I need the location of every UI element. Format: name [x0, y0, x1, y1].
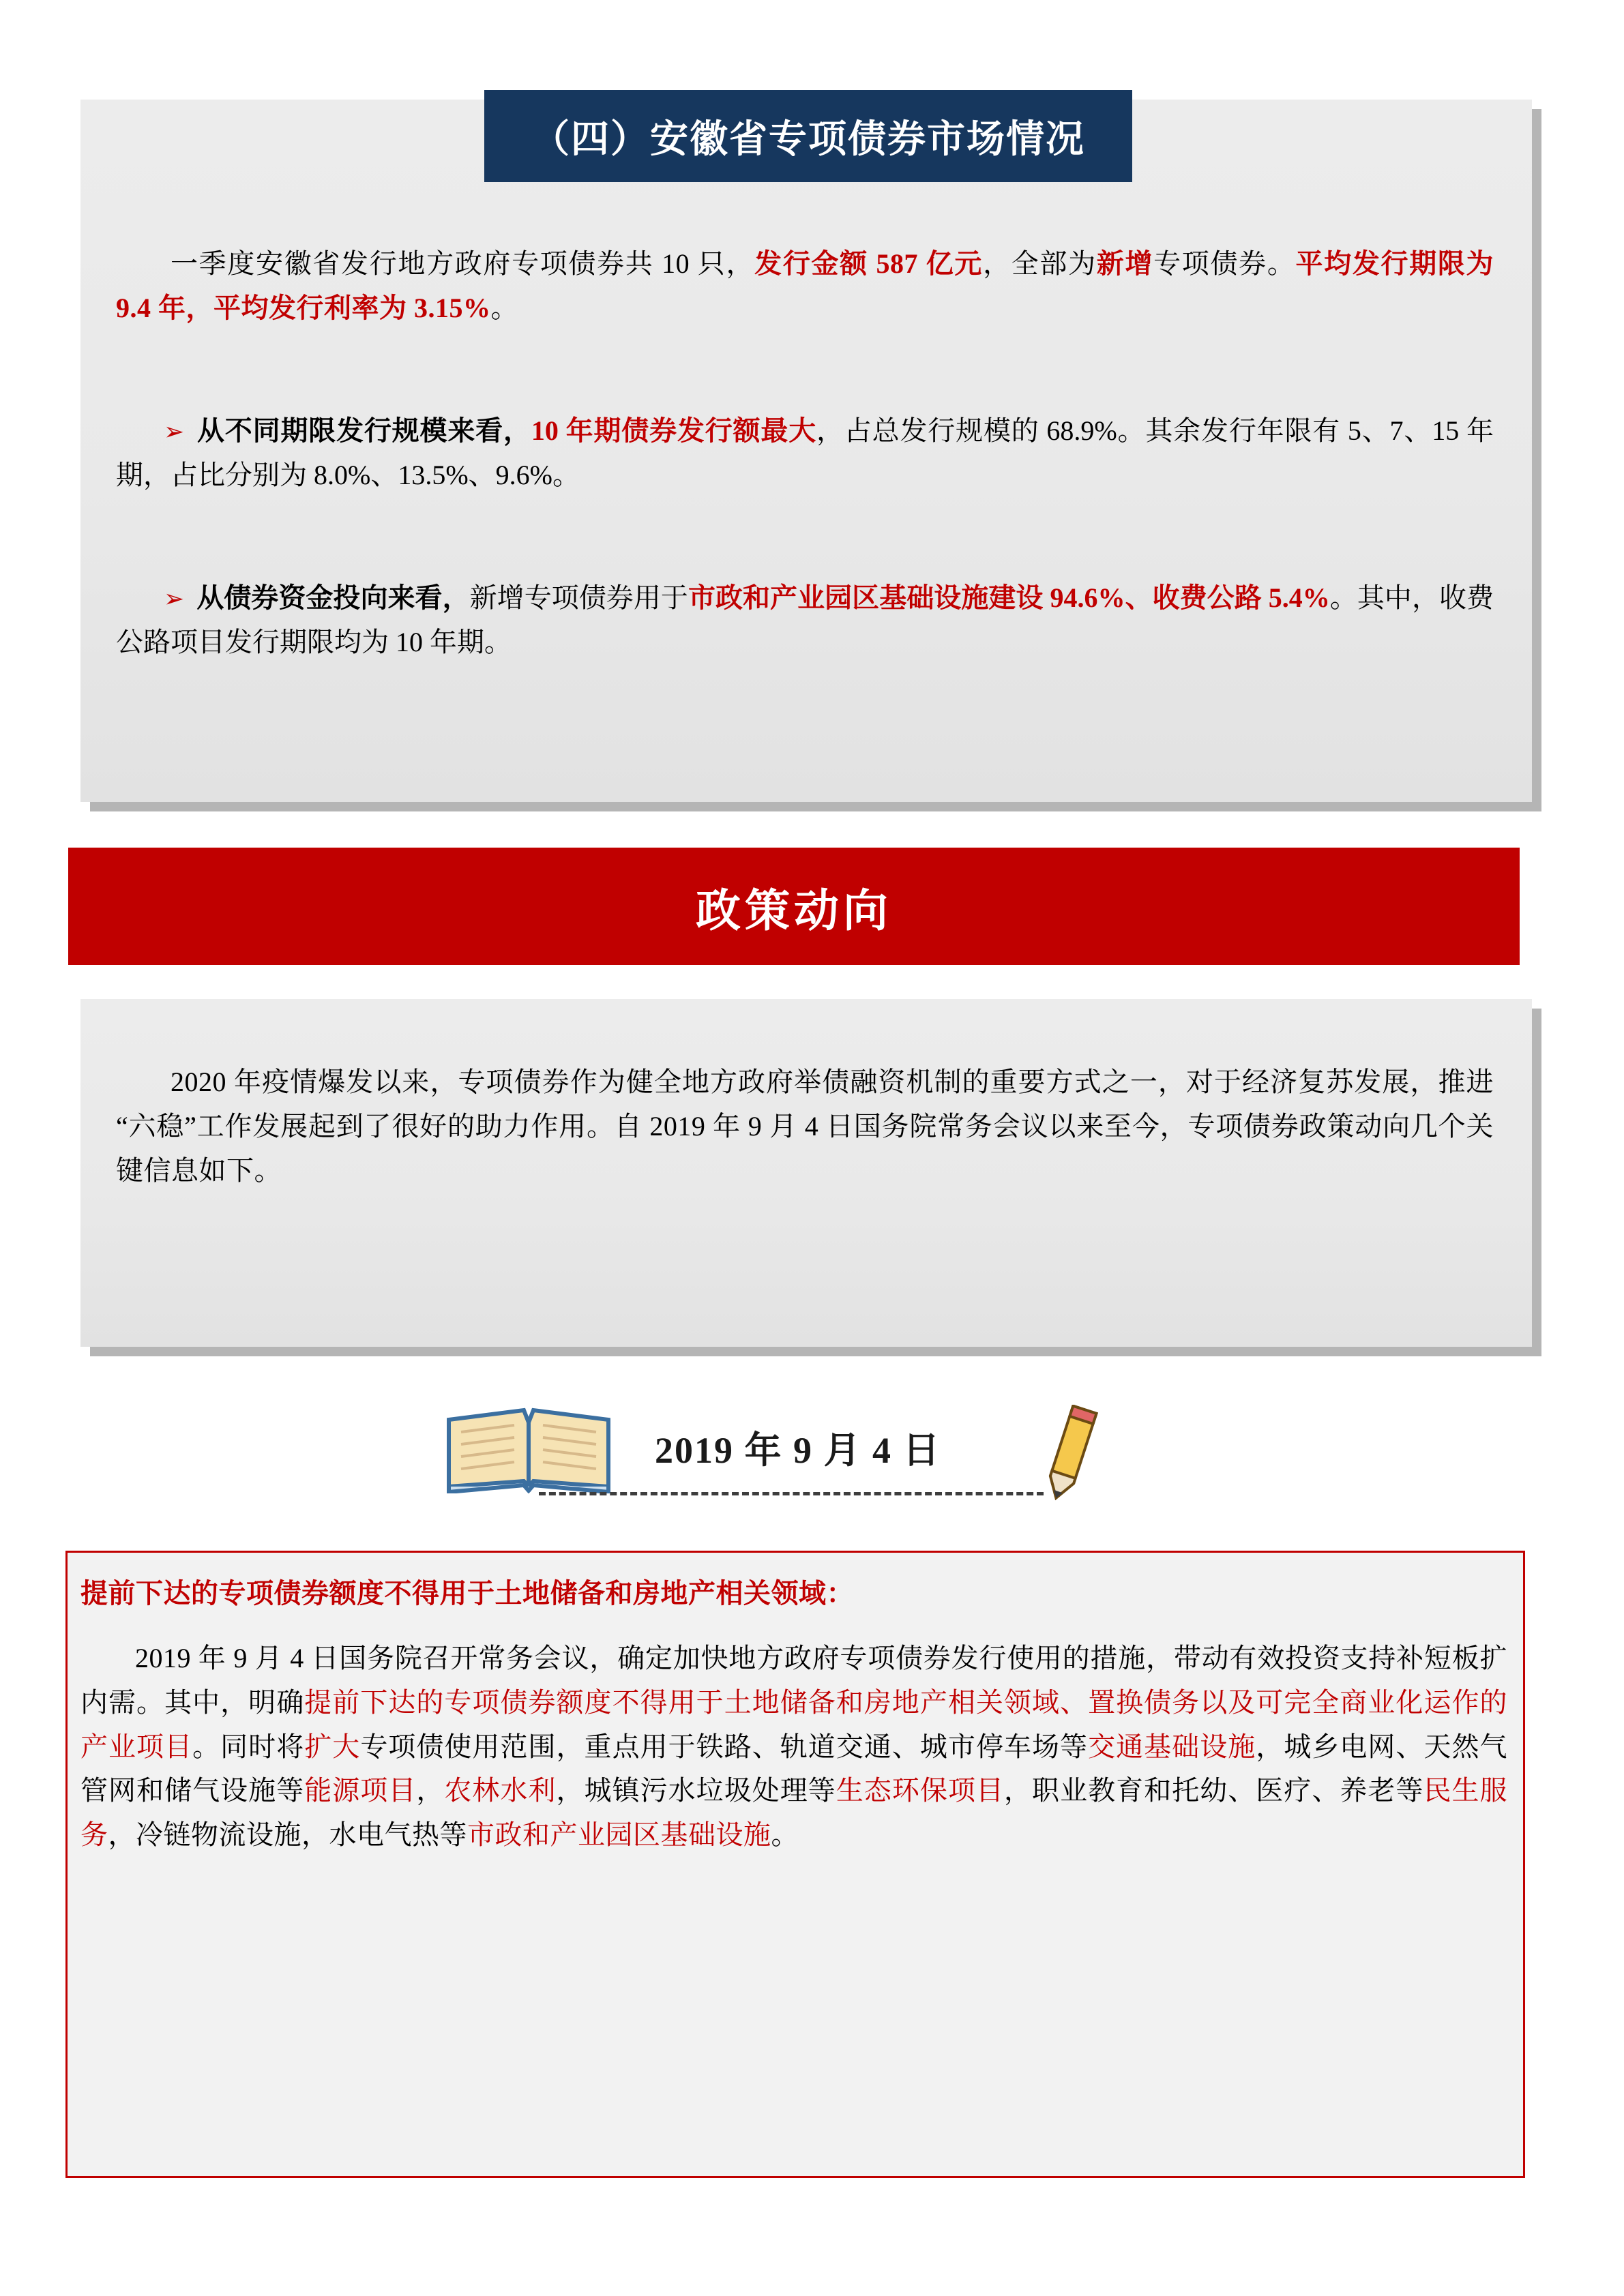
- p3-seg11: ，城镇污水垃圾处理等: [556, 1775, 836, 1806]
- policy-detail-title: 提前下达的专项债券额度不得用于土地储备和房地产相关领域：: [80, 1578, 854, 1609]
- divider-date-label: 2019 年 9 月 4 日: [655, 1430, 941, 1471]
- section-one-bullet-1: [116, 409, 1494, 498]
- b2-seg4: 。其中，收费公路项目发行期限均为 10 年期。: [116, 582, 1494, 657]
- p1-seg4: 新增: [1096, 248, 1154, 279]
- p3-seg14: 民生服务: [80, 1775, 1508, 1851]
- policy-banner: 政策动向: [68, 848, 1520, 965]
- p1-seg5: 专项债券。: [1153, 248, 1296, 279]
- p3-seg4: 扩大: [304, 1731, 361, 1762]
- p1-seg7: 。: [490, 292, 518, 323]
- p1-seg1: 一季度安徽省发行地方政府专项债券共 10 只，: [171, 248, 755, 279]
- section-one-bullet-2: [116, 576, 1494, 665]
- p3-seg7: ，城乡电网、天然气管网和储气设施等: [80, 1731, 1508, 1806]
- bullet-arrow-icon: ➢: [164, 585, 185, 612]
- p3-seg6: 交通基础设施: [1088, 1731, 1256, 1762]
- p3-seg16: 市政和产业园区基础设施: [467, 1819, 771, 1851]
- policy-detail-paragraph: [80, 1637, 1507, 1858]
- p1-seg6: 平均发行期限为 9.4 年，平均发行利率为 3.15%: [116, 248, 1494, 323]
- p1-seg2: 发行金额 587 亿元: [754, 248, 984, 279]
- p3-seg3: 。同时将: [192, 1731, 305, 1762]
- b1-seg2: 10 年期债券发行额最大: [531, 415, 817, 446]
- section-one-paragraph: [116, 242, 1494, 331]
- b1-seg1: 从不同期限发行规模来看，: [196, 415, 531, 446]
- section-two-paragraph: 2020 年疫情爆发以来，专项债券作为健全地方政府举债融资机制的重要方式之一，对于经济复苏发展，推进“六稳”工作发展起到了很好的助力作用。自 2019 年 9 月 4 日国务院常务会议以来至今，专项债券政策动向几个关键信息如下。: [116, 1067, 1494, 1186]
- p3-seg17: 。: [771, 1819, 799, 1851]
- section-one-title: （四）安徽省专项债券市场情况: [484, 90, 1132, 182]
- p3-seg15: ，冷链物流设施，水电气热等: [108, 1819, 467, 1851]
- date-divider: [0, 1405, 1624, 1521]
- open-book-icon: [443, 1405, 614, 1493]
- p3-seg2: 提前下达的专项债券额度不得用于土地储备和房地产相关领域、置换债务以及可完全商业化运作的产业项目: [80, 1686, 1508, 1762]
- divider-dashed-line: [539, 1492, 1044, 1495]
- b1-seg3: ，占总发行规模的 68.9%。其余发行年限有 5、7、15 年期，占比分别为 8.0%、13.5%、9.6%。: [116, 415, 1494, 490]
- bullet-arrow-icon: ➢: [164, 418, 185, 445]
- b2-seg2: 新增专项债券用于: [469, 582, 688, 613]
- b2-seg1: 从债券资金投向来看，: [196, 582, 470, 613]
- p1-seg3: ，全部为: [983, 248, 1097, 279]
- p3-seg8: 能源项目: [304, 1775, 417, 1806]
- p3-seg13: ，职业教育和托幼、医疗、养老等: [1004, 1775, 1424, 1806]
- p3-seg9: ，: [416, 1775, 445, 1806]
- pencil-icon: [1038, 1405, 1120, 1507]
- p3-seg12: 生态环保项目: [836, 1775, 1005, 1806]
- p3-seg5: 专项债使用范围，重点用于铁路、轨道交通、城市停车场等: [360, 1731, 1089, 1762]
- b2-seg3: 市政和产业园区基础设施建设 94.6%、收费公路 5.4%: [688, 582, 1330, 613]
- p3-seg1: 2019 年 9 月 4 日国务院召开常务会议，确定加快地方政府专项债券发行使用的措施，带动有效投资支持补短板扩内需。其中，明确: [80, 1643, 1507, 1718]
- p3-seg10: 农林水利: [444, 1775, 557, 1806]
